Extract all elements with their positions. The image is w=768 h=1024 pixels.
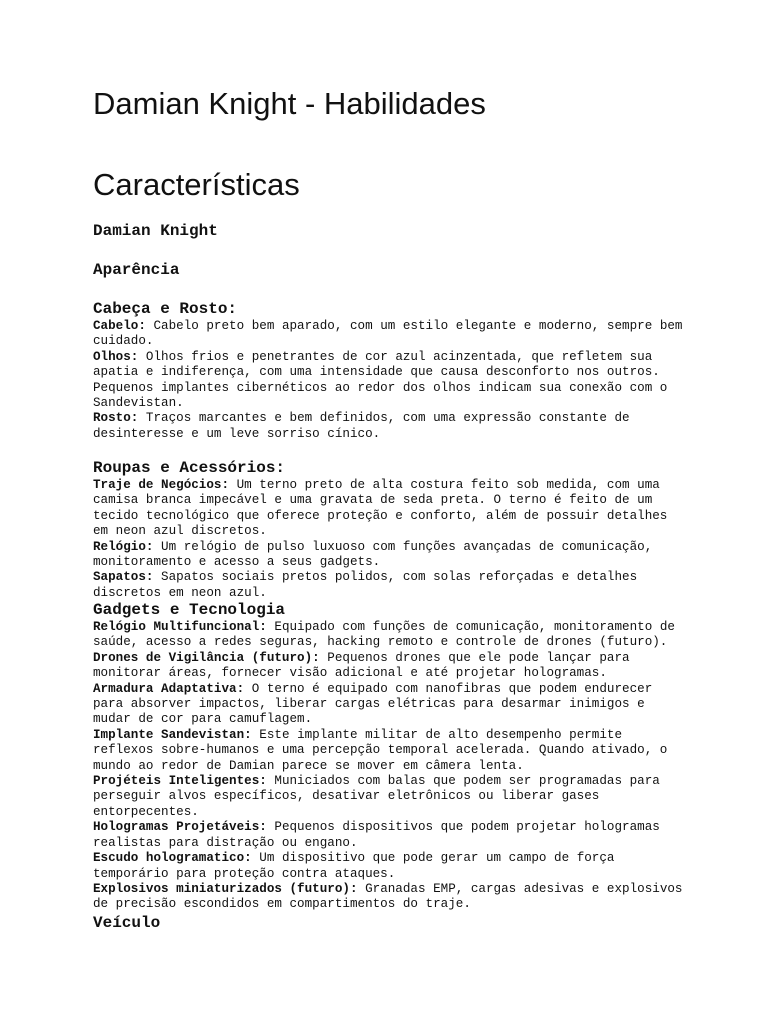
gadgets-heading: Gadgets e Tecnologia [93,601,286,619]
gadget-entry [93,774,683,820]
entry-label: Rosto: [93,411,139,426]
entry-label: Relógio: [93,539,154,554]
vehicle-heading: Veículo [93,914,161,932]
gadget-entry [93,620,683,651]
entry-text: Este implante militar de alto desempenho permite reflexos sobre-humanos e uma percepção temporal acelerada. Quando ativado, o mundo ao redor de Damian parece se mover em câmera lenta. [93,727,668,773]
entry-label: Escudo hologramatico: [93,851,252,866]
entry-label: Implante Sandevistan: [93,727,252,742]
entry-text: Um terno preto de alta costura feito sob medida, com uma camisa branca impecável e uma gravata de seda preta. O terno é feito de um tecido tecnológico que oferece proteção e conforto, além de possuir detalhes em neon azul discretos. [93,478,668,539]
shoes-entry [93,570,683,601]
head-face-heading: Cabeça e Rosto: [93,300,238,318]
entry-text: Granadas EMP, cargas adesivas e explosivos de precisão escondidos em compartimentos do traje. [93,881,683,912]
gadget-entry [93,851,683,882]
eyes-entry [93,350,683,412]
face-entry [93,411,683,442]
appearance-heading: Aparência [93,261,180,279]
entry-text: Cabelo preto bem aparado, com um estilo elegante e moderno, sempre bem cuidado. [93,319,683,349]
entry-label: Hologramas Projetáveis: [93,820,267,835]
document-title: Damian Knight - Habilidades [93,86,486,121]
gadget-entry [93,728,683,774]
entry-text: Olhos frios e penetrantes de cor azul acinzentada, que refletem sua apatia e indiferença, com uma intensidade que causa desconforto nos outros. Pequenos implantes cibernéticos ao redor dos olhos indicam sua conexão com o Sandevistan. [93,349,668,411]
entry-text: Sapatos sociais pretos polidos, com solas reforçadas e detalhes discretos em neon azul. [93,570,638,600]
gadget-entry [93,820,683,851]
gadget-entry [93,682,683,728]
section-title: Características [93,167,300,202]
entry-text: Equipado com funções de comunicação, monitoramento de saúde, acesso a redes seguras, hacking remoto e controle de drones (futuro). [93,620,675,650]
entry-label: Drones de Vigilância (futuro): [93,650,320,665]
entry-text: Pequenos dispositivos que podem projetar hologramas realistas para distração ou engano. [93,820,660,850]
suit-entry [93,478,683,540]
entry-label: Relógio Multifuncional: [93,620,267,634]
clothes-section [93,459,683,601]
gadget-entry [93,882,683,913]
entry-label: Traje de Negócios: [93,478,230,492]
gadget-entry [93,651,683,682]
head-face-section [93,300,683,442]
entry-text: O terno é equipado com nanofibras que podem endurecer para absorver impactos, liberar cargas elétricas para desarmar inimigos e mudar de cor para camuflagem. [93,681,653,727]
watch-entry [93,540,683,571]
entry-label: Armadura Adaptativa: [93,681,245,696]
clothes-heading: Roupas e Acessórios: [93,459,286,477]
entry-label: Cabelo: [93,319,146,333]
entry-label: Projéteis Inteligentes: [93,774,267,789]
entry-text: Pequenos drones que ele pode lançar para monitorar áreas, fornecer visão adicional e até projetar hologramas. [93,650,630,681]
entry-label: Explosivos miniaturizados (futuro): [93,881,358,896]
entry-text: Um dispositivo que pode gerar um campo de força temporário para proteção contra ataques. [93,851,615,881]
character-name-heading: Damian Knight [93,222,218,240]
entry-label: Olhos: [93,349,139,364]
entry-text: Traços marcantes e bem definidos, com uma expressão constante de desinteresse e um leve sorriso cínico. [93,411,630,441]
gadgets-section [93,601,683,913]
hair-entry [93,319,683,350]
entry-text: Um relógio de pulso luxuoso com funções avançadas de comunicação, monitoramento e acesso a seus gadgets. [93,539,653,570]
entry-label: Sapatos: [93,570,154,585]
entry-text: Municiados com balas que podem ser programadas para perseguir alvos específicos, desativar eletrônicos ou liberar gases entorpecentes. [93,774,660,819]
